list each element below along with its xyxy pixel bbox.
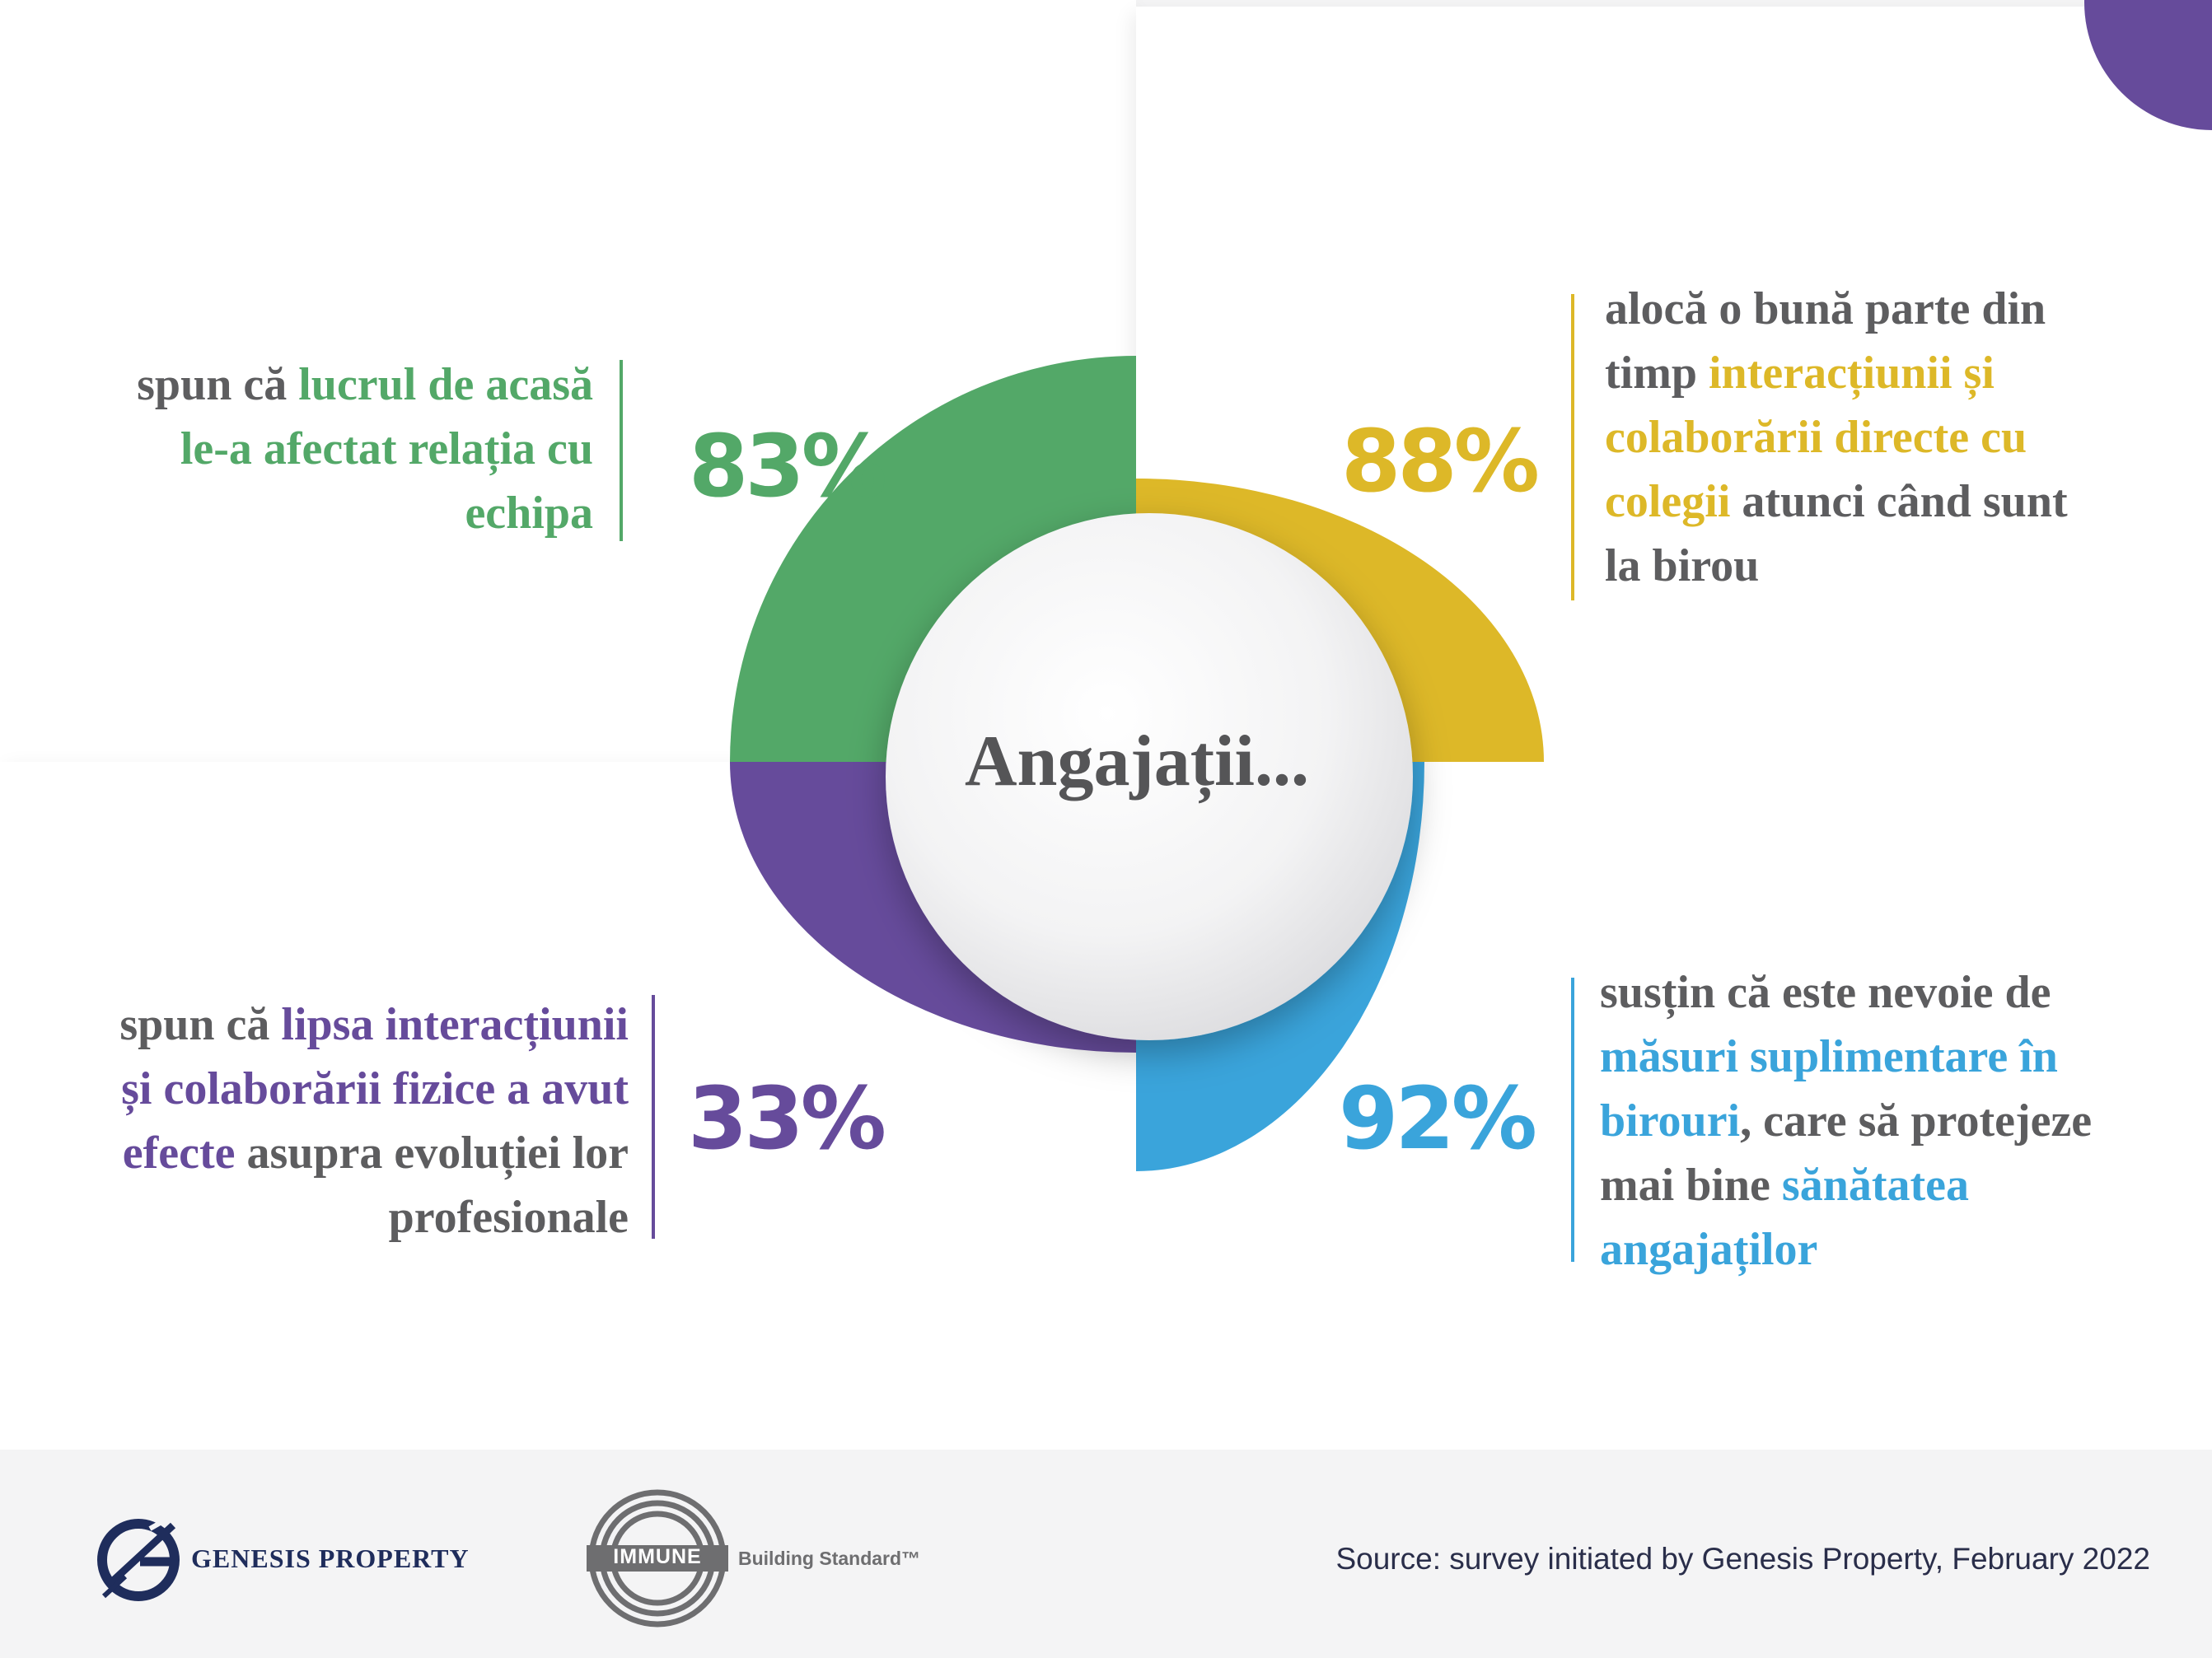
description-line xyxy=(1605,277,2068,341)
stat-88-percent: 88% xyxy=(1341,411,1536,511)
highlight-text: colegii xyxy=(1605,476,1731,527)
description-line xyxy=(119,1121,629,1185)
description-line xyxy=(1600,1025,2092,1089)
genesis-logo-icon xyxy=(92,1514,185,1606)
highlight-text: măsuri suplimentare în xyxy=(1600,1031,2058,1082)
description-line xyxy=(1600,1217,2092,1282)
body-text: timp xyxy=(1605,348,1709,399)
immune-logo-suffix: Building Standard™ xyxy=(738,1548,921,1569)
description-line xyxy=(1605,534,2068,598)
body-text: profesionale xyxy=(388,1192,629,1243)
highlight-text: lucrul de acasă xyxy=(298,359,593,410)
immune-logo-word: IMMUNE xyxy=(613,1545,702,1568)
highlight-text: interacțiunii și xyxy=(1709,348,1995,399)
genesis-logo-text: GENESIS PROPERTY xyxy=(191,1544,470,1573)
highlight-text: le-a afectat relația cu xyxy=(180,423,593,474)
description-line xyxy=(1605,341,2068,405)
description-line xyxy=(1600,1089,2092,1153)
stat-83-percent: 83% xyxy=(689,416,884,516)
stat-88-divider xyxy=(1571,294,1574,600)
stat-33-description xyxy=(119,992,629,1249)
highlight-text: echipa xyxy=(465,488,593,539)
body-text: spun că xyxy=(137,359,299,410)
source-note: Source: survey initiated by Genesis Property, February 2022 xyxy=(1335,1542,2150,1576)
description-line xyxy=(119,992,629,1057)
stat-92-description xyxy=(1600,960,2092,1282)
description-line xyxy=(137,353,593,417)
description-line xyxy=(137,481,593,545)
stat-88-description xyxy=(1605,277,2068,598)
center-label: Angajații... xyxy=(965,722,1309,801)
body-text: susțin că este nevoie de xyxy=(1600,967,2051,1018)
stat-83-description xyxy=(137,353,593,545)
description-line xyxy=(1600,1153,2092,1217)
description-line xyxy=(119,1057,629,1121)
stat-92-percent: 92% xyxy=(1339,1068,1534,1169)
highlight-text: lipsa interacțiunii xyxy=(281,999,629,1050)
description-line xyxy=(1605,469,2068,534)
stat-83-divider xyxy=(620,360,623,541)
footer xyxy=(0,1450,2212,1658)
description-line xyxy=(137,417,593,481)
body-text: mai bine xyxy=(1600,1160,1782,1211)
highlight-text: efecte xyxy=(122,1128,236,1179)
highlight-text: birouri xyxy=(1600,1095,1741,1147)
highlight-text: angajaților xyxy=(1600,1224,1818,1275)
body-text: atunci când sunt xyxy=(1730,476,2068,527)
description-line xyxy=(1600,960,2092,1025)
body-text: alocă o bună parte din xyxy=(1605,283,2046,334)
body-text: spun că xyxy=(119,999,282,1050)
stat-92-divider xyxy=(1571,978,1574,1262)
description-line xyxy=(1605,405,2068,469)
body-text: asupra evoluției lor xyxy=(235,1128,629,1179)
stat-33-percent: 33% xyxy=(688,1068,883,1169)
highlight-text: colaborării directe cu xyxy=(1605,412,2027,463)
body-text: , care să protejeze xyxy=(1740,1095,2093,1147)
highlight-text: și colaborării fizice a avut xyxy=(121,1063,629,1114)
description-line xyxy=(119,1185,629,1249)
highlight-text: sănătatea xyxy=(1781,1160,1970,1211)
stat-33-divider xyxy=(652,995,655,1239)
body-text: la birou xyxy=(1605,540,1760,591)
